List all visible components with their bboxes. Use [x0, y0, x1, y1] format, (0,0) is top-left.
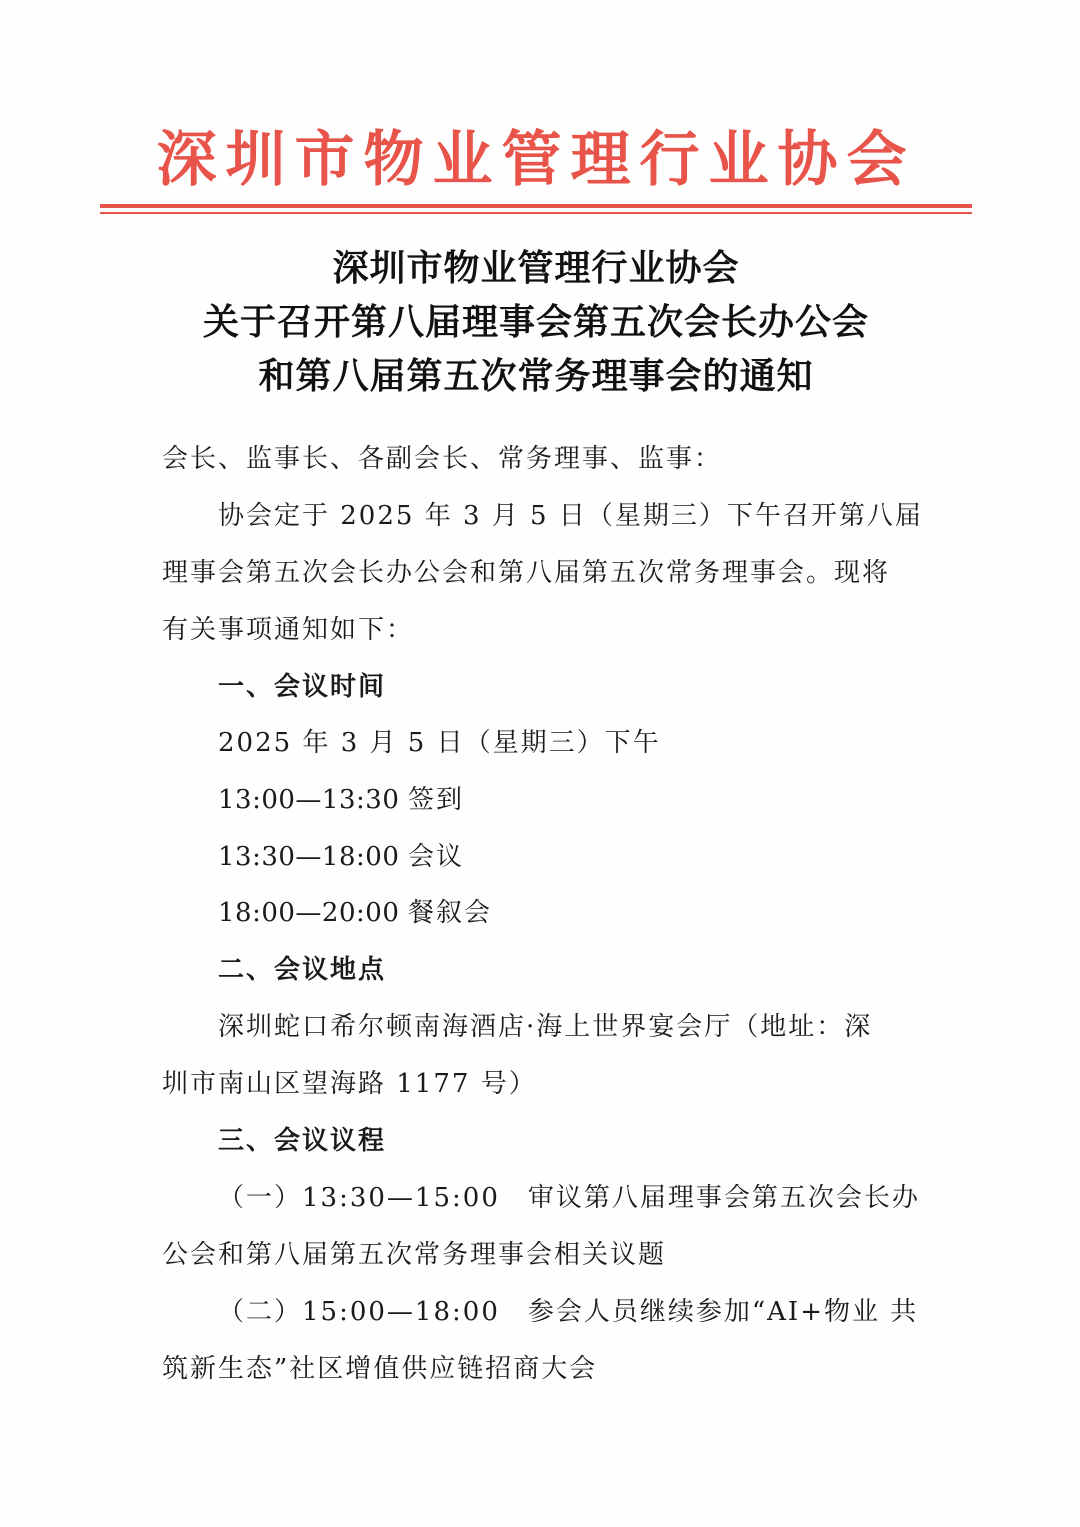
notice-title-line1: 深圳市物业管理行业协会 [332, 247, 740, 289]
intro-paragraph-line3: 有关事项通知如下： [162, 615, 415, 645]
letterhead-rule-thick [100, 204, 972, 208]
salutation: 会长、监事长、各副会长、常务理事、监事： [162, 444, 723, 474]
schedule-item: 签到 [408, 785, 465, 815]
section1-heading: 一、会议时间 [218, 672, 387, 702]
section2-heading: 二、会议地点 [218, 955, 387, 985]
intro-paragraph-line2: 理事会第五次会长办公会和第八届第五次常务理事会。现将 [162, 558, 891, 588]
schedule-item: 会议 [408, 842, 465, 872]
agenda-item2-line2: 筑新生态”社区增值供应链招商大会 [162, 1354, 598, 1384]
schedule-time: 18:00—20:00 [218, 898, 400, 928]
meeting-date: 2025 年 3 月 5 日（星期三）下午 [218, 728, 661, 758]
letterhead-org-name: 深圳市物业管理行业协会 [156, 125, 916, 195]
notice-title-line3: 和第八届第五次常务理事会的通知 [258, 355, 814, 397]
agenda-item1-line2: 公会和第八届第五次常务理事会相关议题 [162, 1240, 667, 1270]
intro-paragraph-line1: 协会定于 2025 年 3 月 5 日（星期三）下午召开第八届 [218, 501, 923, 531]
letterhead-rule-thin [100, 212, 972, 214]
section3-heading: 三、会议议程 [218, 1126, 387, 1156]
agenda-item2-line1: （二）15:00—18:00 参会人员继续参加“AI+物业 共 [218, 1297, 919, 1327]
location-line1: 深圳蛇口希尔顿南海酒店·海上世界宴会厅（地址：深 [218, 1012, 873, 1042]
schedule-row [218, 779, 464, 816]
notice-title-line2: 关于召开第八届理事会第五次会长办公会 [202, 301, 869, 343]
schedule-row [218, 892, 492, 929]
schedule-item: 餐叙会 [408, 898, 493, 928]
schedule-time: 13:30—18:00 [218, 842, 400, 872]
agenda-item1-line1: （一）13:30—15:00 审议第八届理事会第五次会长办 [218, 1183, 920, 1213]
schedule-time: 13:00—13:30 [218, 785, 400, 815]
location-line2: 圳市南山区望海路 1177 号） [162, 1069, 537, 1099]
schedule-row [218, 836, 464, 873]
